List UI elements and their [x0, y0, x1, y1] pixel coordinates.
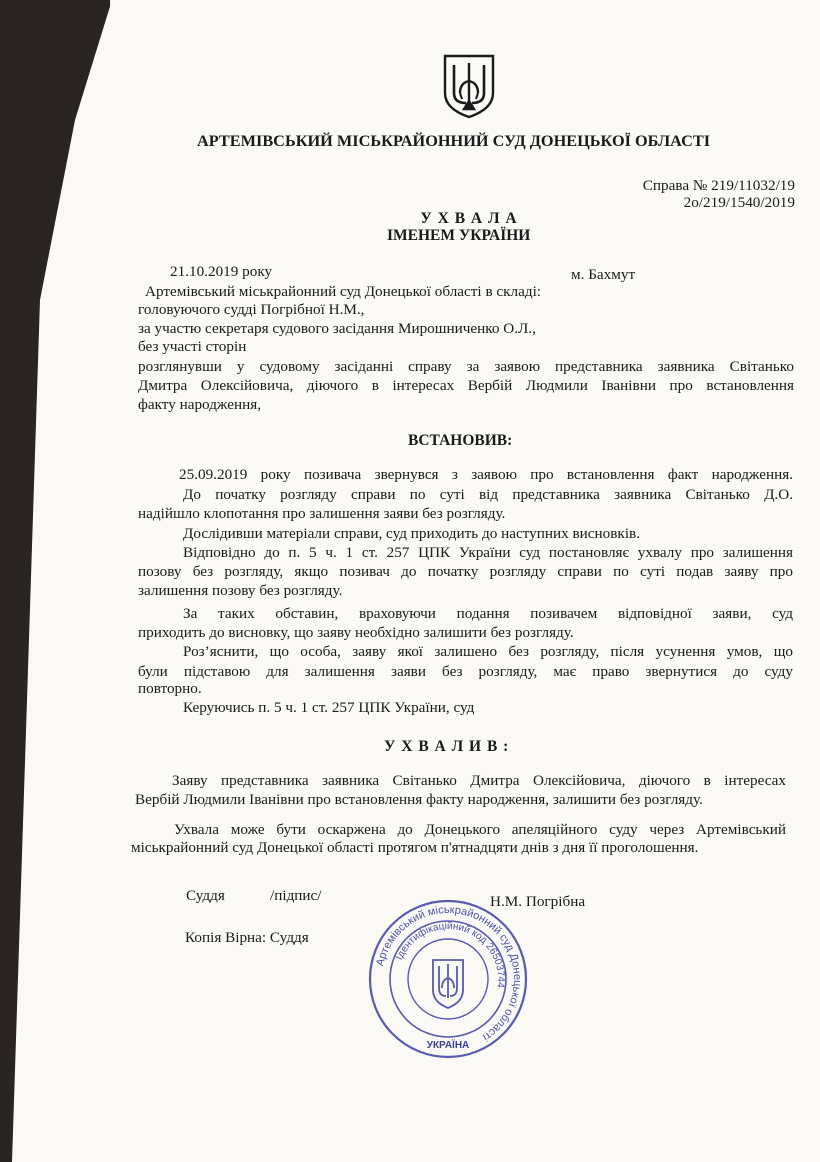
court-header: АРТЕМІВСЬКИЙ МІСЬКРАЙОННИЙ СУД ДОНЕЦЬКОЇ ОБЛАСТІ — [197, 131, 711, 150]
intro-line: розглянувши у судовому засіданні справу за заявою представника заявника Світанько — [138, 358, 794, 375]
ruled-line: Заяву представника заявника Світанько Дмитра Олексійовича, діючого в інтересах — [172, 772, 786, 789]
intro-line: без участі сторін — [138, 338, 247, 355]
case-number-2: 2о/219/1540/2019 — [683, 194, 795, 211]
doc-subtitle: ІМЕНЕМ УКРАЇНИ — [387, 227, 531, 244]
established-line: Роз’яснити, що особа, заяву якої залишено без розгляду, після усунення умов, що — [183, 643, 793, 660]
established-line: повторно. — [138, 680, 202, 697]
established-line: Відповідно до п. 5 ч. 1 ст. 257 ЦПК України суд постановляє ухвалу про залишення — [183, 544, 793, 561]
stamp-emblem-icon — [433, 960, 463, 1008]
established-line: За таких обставин, враховуючи подання позивачем відповідної заяви, суд — [183, 605, 793, 622]
established-line: позову без розгляду, якщо позивач до початку розгляду справи по суті подав заяву про — [138, 563, 793, 580]
established-line: До початку розгляду справи по суті від представника заявника Світанько Д.О. — [183, 486, 793, 503]
established-line: надійшло клопотання про залишення заяви без розгляду. — [138, 505, 506, 522]
intro-line: за участю секретаря судового засідання Мирошниченко О.Л., — [138, 320, 536, 337]
ruled-line: Вербій Людмили Іванівни про встановлення факту народження, залишити без розгляду. — [135, 791, 703, 808]
signature-mark: /підпис/ — [270, 887, 322, 904]
copy-certification: Копія Вірна: Суддя — [185, 929, 309, 946]
signature-role: Суддя — [186, 887, 225, 904]
established-line: приходить до висновку, що заяву необхідно залишити без розгляду. — [138, 624, 574, 641]
established-line: залишення позову без розгляду. — [138, 582, 343, 599]
court-stamp — [367, 898, 529, 1060]
intro-line: Артемівський міськрайонний суд Донецької області в складі: — [145, 283, 542, 300]
intro-line: Дмитра Олексійовича, діючого в інтересах Вербій Людмили Іванівни про встановлення — [138, 377, 794, 394]
case-number-1: Справа № 219/11032/19 — [642, 177, 795, 194]
established-line: 25.09.2019 року позивача звернувся з заявою про встановлення факт народження. — [179, 466, 793, 483]
intro-line: факту народження, — [138, 396, 262, 413]
doc-type-title: У Х В А Л А — [420, 210, 518, 227]
established-line: були підставою для залишення заяви без розгляду, має право звернутися до суду — [138, 663, 793, 680]
established-line: Дослідивши матеріали справи, суд приходить до наступних висновків. — [183, 525, 641, 542]
document-place: м. Бахмут — [571, 266, 636, 283]
established-heading: ВСТАНОВИВ: — [408, 432, 513, 449]
stamp-inner-text: Ідентифікаційний код 26503744 — [394, 920, 507, 989]
coat-of-arms-icon — [442, 53, 496, 119]
stamp-country: УКРАЇНА — [426, 1040, 470, 1051]
ruled-heading: У Х В А Л И В : — [384, 738, 510, 755]
ruled-line: міськрайонний суд Донецької області протягом п'ятнадцяти днів з дня її проголошення. — [131, 839, 699, 856]
document-date: 21.10.2019 року — [170, 263, 273, 280]
stamp-outer-text: Артемівський міськрайонний суд Донецької області — [374, 903, 524, 1044]
signature-name: Н.М. Погрібна — [490, 893, 586, 910]
ruled-line: Ухвала може бути оскаржена до Донецького апеляційного суду через Артемівський — [174, 821, 786, 838]
intro-line: головуючого судді Погрібної Н.М., — [138, 301, 365, 318]
established-line: Керуючись п. 5 ч. 1 ст. 257 ЦПК України, суд — [183, 699, 475, 716]
